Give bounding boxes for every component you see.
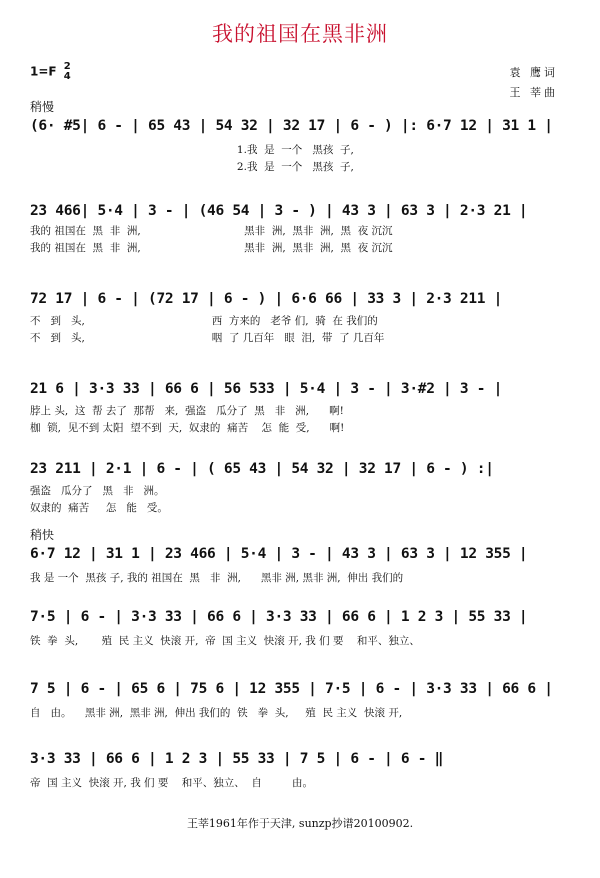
tempo-marking-1: 稍慢 <box>30 100 55 114</box>
lyric-line: 我 是 一个 黑孩 子, 我的 祖国在 黑 非 洲, 黑非 洲, 黑非 洲, 伸出 我们的 <box>30 572 404 584</box>
transcription-credit: 王莘1961年作于天津, sunzp抄谱20100902. <box>186 817 414 830</box>
system-9 <box>30 749 570 792</box>
lyric-line: 我的 祖国在 黑 非 洲, 黑非 洲, 黑非 洲, 黑 夜 沉沉 <box>30 225 393 237</box>
lyric-line: 枷 锁, 见不到 太阳 望不到 天, 奴隶的 痛苦 怎 能 受, 啊! <box>30 422 345 434</box>
system-2 <box>30 201 570 257</box>
system-4 <box>30 379 570 437</box>
lyric-line: 强盗 瓜分了 黑 非 洲。 <box>30 485 165 497</box>
system-6 <box>30 544 570 587</box>
notes-line: 7 5 | 6 - | 65 6 | 75 6 | 12 355 | 7·5 | 6 - | 3·3 33 | 66 6 | <box>30 681 553 697</box>
lyric-line: 帝 国 主义 快滚 开, 我 们 要 和平、独立、 自 由。 <box>30 777 313 789</box>
notes-line: 7·5 | 6 - | 3·3 33 | 66 6 | 3·3 33 | 66 6 | 1 2 3 | 55 33 | <box>30 609 528 625</box>
time-bottom: 4 <box>63 71 71 82</box>
lyric-line: 2.我 是 一个 黑孩 子, <box>30 161 354 173</box>
notes-line: 72 17 | 6 - | (72 17 | 6 - ) | 6·6 66 | 33 3 | 2·3 211 | <box>30 291 503 307</box>
lyric-line: 脖上 头, 这 帮 去了 那帮 来, 强盗 瓜分了 黑 非 洲, 啊! <box>30 405 344 417</box>
key-label: 1=F <box>30 64 57 79</box>
time-signature <box>64 62 71 82</box>
time-top: 2 <box>63 61 71 72</box>
lyric-line: 我的 祖国在 黑 非 洲, 黑非 洲, 黑非 洲, 黑 夜 沉沉 <box>30 242 393 254</box>
lyric-line: 奴隶的 痛苦 怎 能 受。 <box>30 502 168 514</box>
notes-line: 3·3 33 | 66 6 | 1 2 3 | 55 33 | 7 5 | 6 - | 6 - ‖ <box>30 751 444 767</box>
lyric-line: 铁 拳 头, 殖 民 主义 快滚 开, 帝 国 主义 快滚 开, 我 们 要 和平、独立、 <box>30 635 420 647</box>
notes-line: (6· #5| 6 - | 65 43 | 54 32 | 32 17 | 6 - ) |: 6·7 12 | 31 1 | <box>30 118 553 134</box>
system-7 <box>30 607 570 650</box>
notes-line: 21 6 | 3·3 33 | 66 6 | 56 533 | 5·4 | 3 - | 3·#2 | 3 - | <box>30 381 503 397</box>
composer: 王 莘曲 <box>509 86 558 99</box>
song-title: 我的祖国在黑非洲 <box>212 22 388 46</box>
lyric-line: 1.我 是 一个 黑孩 子, <box>30 144 354 156</box>
lyric-line: 自 由。 黑非 洲, 黑非 洲, 伸出 我们的 铁 拳 头, 殖 民 主义 快滚 开, <box>30 707 403 719</box>
system-3 <box>30 289 570 347</box>
system-8 <box>30 679 570 722</box>
lyric-line: 不 到 头, 咽 了 几百年 眼 泪, 带 了 几百年 <box>30 332 385 344</box>
notes-line: 23 466| 5·4 | 3 - | (46 54 | 3 - ) | 43 3 | 63 3 | 2·3 21 | <box>30 203 528 219</box>
system-1 <box>30 116 570 176</box>
lyric-line: 不 到 头, 西 方来的 老爷 们, 骑 在 我们的 <box>30 315 378 327</box>
key-signature <box>30 62 71 82</box>
notes-line: 23 211 | 2·1 | 6 - | ( 65 43 | 54 32 | 32 17 | 6 - ) :| <box>30 461 494 477</box>
lyricist: 袁 鹰词 <box>509 66 558 79</box>
system-5 <box>30 459 570 517</box>
tempo-marking-2: 稍快 <box>30 528 55 542</box>
notes-line: 6·7 12 | 31 1 | 23 466 | 5·4 | 3 - | 43 3 | 63 3 | 12 355 | <box>30 546 528 562</box>
